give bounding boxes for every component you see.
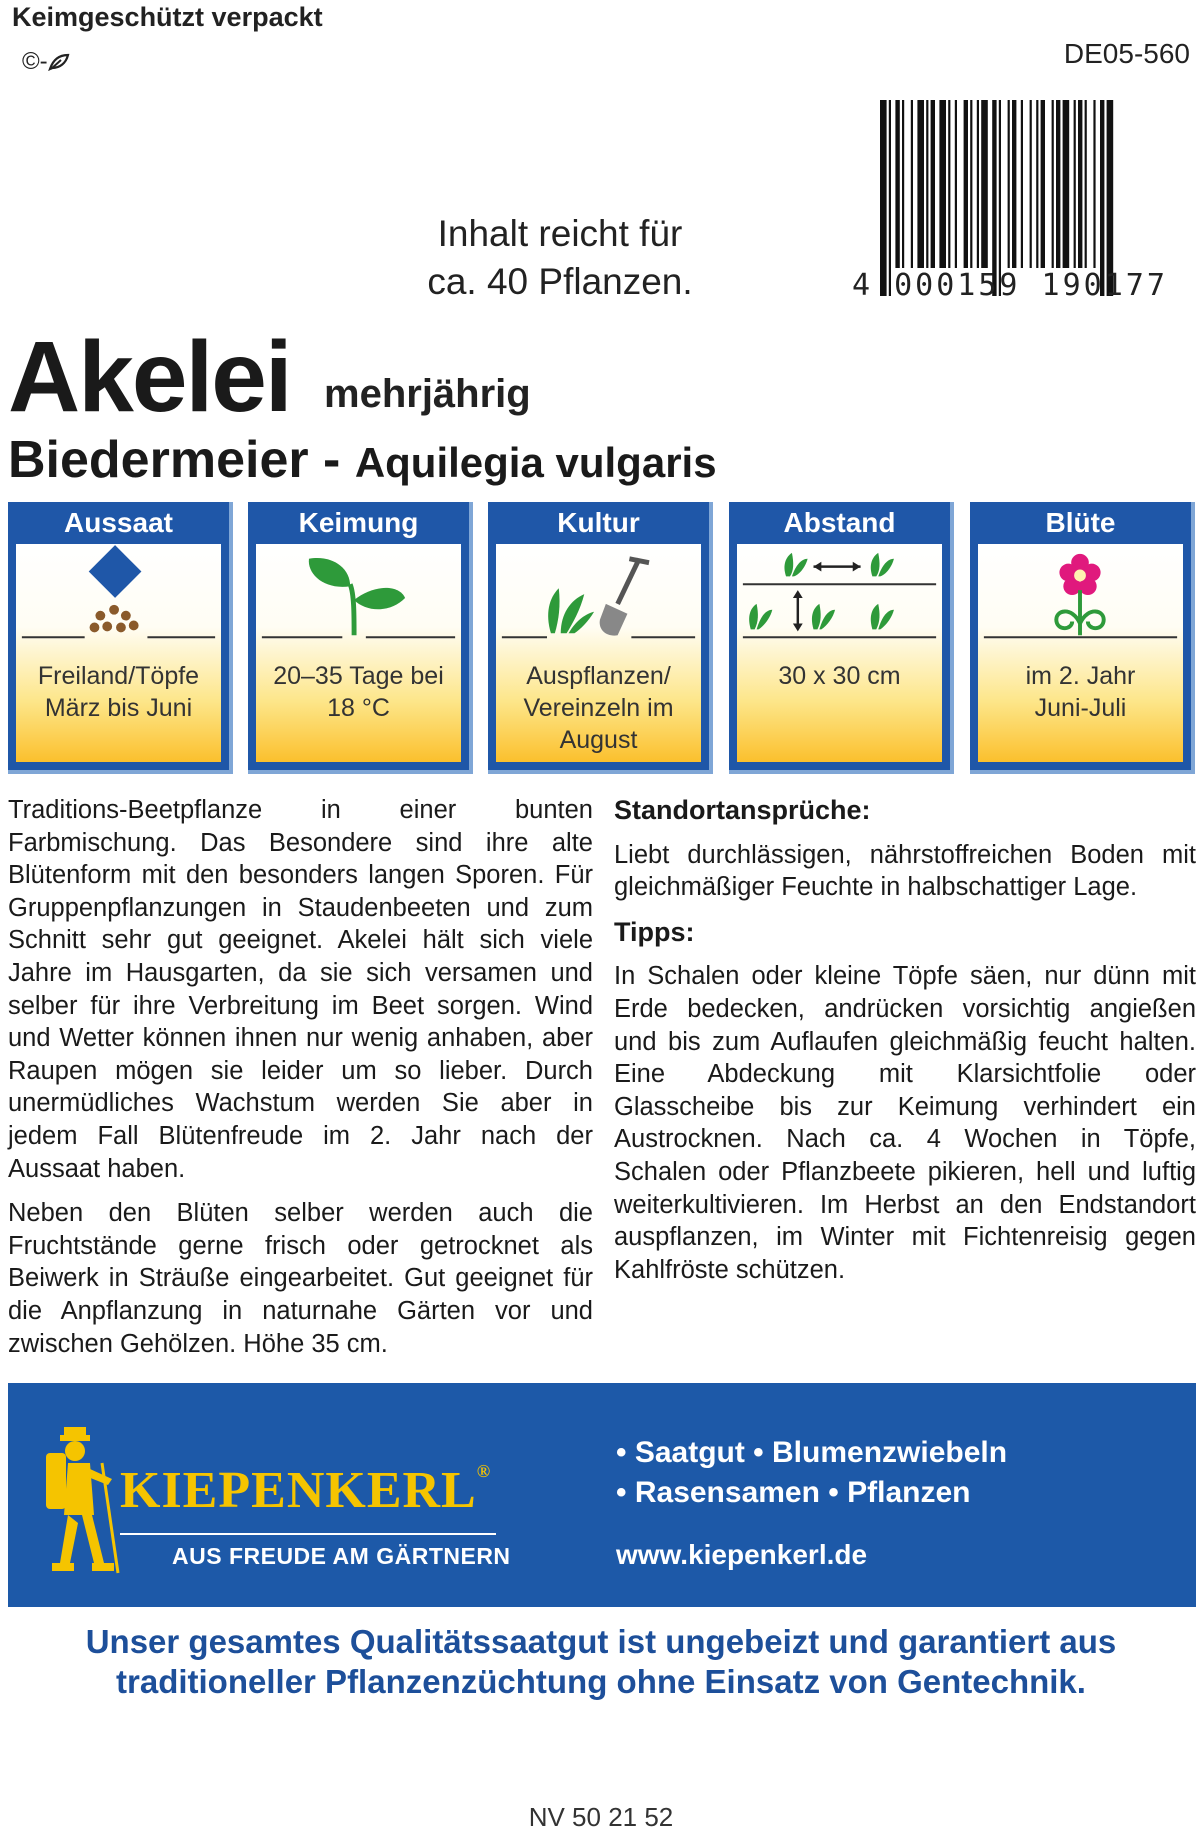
barcode-bar	[955, 100, 957, 268]
barcode-digits: 4 000159 190177	[852, 268, 1168, 303]
copyright-text: ©-	[22, 48, 48, 75]
barcode-bar	[970, 100, 972, 268]
seedling-icon	[256, 544, 461, 652]
barcode-bar	[1093, 100, 1095, 268]
article-number: DE05-560	[1063, 38, 1190, 69]
panel-text: Auspflanzen/ Vereinzeln im August	[523, 662, 674, 754]
barcode-bar	[1052, 100, 1054, 268]
panel-bluete	[970, 502, 1195, 774]
panel-title: Blüte	[1045, 507, 1116, 538]
barcode-bar	[917, 100, 924, 268]
panel-abstand	[729, 502, 954, 774]
product-name: Akelei	[8, 321, 291, 433]
location-text: Liebt durchlässigen, nährstoffreichen Boden mit gleichmäßiger Feuchte in halbschattiger Lage.	[614, 840, 1196, 902]
brand-name	[120, 1461, 491, 1520]
brand-tagline: AUS FREUDE AM GÄRTNERN	[172, 1543, 511, 1569]
brand-banner	[8, 1383, 1196, 1607]
website-link[interactable]: www.kiepenkerl.de	[616, 1539, 868, 1570]
barcode-bar	[992, 100, 996, 296]
copyright-mark	[22, 48, 70, 76]
tips-text: In Schalen oder kleine Töpfe säen, nur dünn mit Erde bedecken, andrücken vorsichtig angießen und bis zum Auflaufen gleichmäßig feucht halten. Eine Abdeckung mit Klarsichtfolie oder Glasscheibe bis zur Keimung verhindert ein Austrocknen. Nach ca. 4 Wochen in Töpfe, Schalen oder Pflanzbeete pikieren, hell und luftig weiterkultivieren. Im Herbst an den Endstandort auspflanzen, im Winter mit Fichtenreisig gegen Kahlfröste schützen.	[614, 962, 1196, 1284]
panel-aussaat	[8, 502, 233, 774]
tips-heading: Tipps:	[614, 916, 695, 947]
barcode-bar	[1021, 100, 1023, 268]
panel-text: Freiland/Töpfe März bis Juni	[37, 662, 200, 722]
flower-icon	[978, 544, 1183, 652]
description-column	[8, 794, 593, 1372]
barcode-bar	[964, 100, 968, 268]
protected-packaging-label: Keimgeschützt verpackt	[12, 2, 323, 32]
barcode-bar	[926, 100, 928, 268]
location-heading: Standortansprüche:	[614, 795, 871, 825]
barcode	[880, 100, 1192, 296]
barcode-bar	[1036, 100, 1038, 268]
barcode-bar	[889, 100, 891, 296]
barcode-bar	[948, 100, 950, 268]
product-range-line2: • Rasensamen • Pflanzen	[616, 1476, 971, 1509]
product-range	[616, 1433, 1007, 1513]
latin-name: Aquilegia vulgaris	[354, 439, 717, 486]
panel-text: 20–35 Tage bei 18 °C	[273, 662, 444, 722]
barcode-bar	[939, 100, 946, 268]
barcode-bar	[1056, 100, 1060, 268]
barcode-bar	[911, 100, 913, 268]
panel-title: Kultur	[557, 507, 640, 538]
panel-title: Abstand	[783, 507, 896, 538]
panel-title: Aussaat	[64, 507, 173, 538]
content-note	[400, 210, 720, 306]
shovel-icon	[496, 544, 701, 652]
leaf-logo-icon	[48, 53, 70, 71]
footer-code: NV 50 21 52	[528, 1802, 674, 1832]
barcode-bar	[1008, 100, 1010, 268]
panel-title: Keimung	[298, 507, 419, 538]
seed-packet-icon	[16, 544, 221, 652]
barcode-bar	[895, 100, 899, 268]
barcode-bar	[902, 100, 904, 268]
barcode-bar	[977, 100, 979, 268]
brand-text: KIEPENKERL	[120, 1462, 477, 1519]
brand-divider	[120, 1533, 496, 1535]
care-column	[614, 794, 1196, 1298]
description-paragraph-2: Neben den Blüten selber werden auch die Fruchtstände gerne frisch oder getrocknet als Beiwerk in Sträuße eingearbeitet. Gut geeignet für die Anpflanzung in naturnahe Gärten vor und zwischen Gehölzen. Höhe 35 cm.	[8, 1199, 593, 1358]
panel-text: 30 x 30 cm	[778, 662, 901, 690]
panel-kultur	[488, 502, 713, 774]
variety-name: Biedermeier -	[8, 431, 355, 489]
barcode-bar	[1100, 100, 1104, 296]
barcode-bar	[1041, 100, 1045, 268]
content-note-line2: ca. 40 Pflanzen.	[427, 261, 693, 302]
description-paragraph-1: Traditions-Beetpflanze in einer bunten Farbmischung. Das Besondere sind ihre alte Blütenform mit den besonders langen Sporen. Für Gruppenpflanzungen in Staudenbeeten und zum Schnitt sehr gut geeignet. Akelei hält sich viele Jahre im Hausgarten, da sie sich versamen und selber für ihre Verbreitung im Beet sorgen. Wind und Wetter können ihnen nur wenig anhaben, aber Raupen mögen sie leider um so lieber. Durch unermüdliches Wachstum werden Sie aber in jedem Fall Blütenfreude im 2. Jahr nach der Aussaat haben.	[8, 796, 593, 1183]
barcode-bar	[931, 100, 935, 268]
barcode-bar	[1012, 100, 1016, 268]
panel-text: im 2. Jahr Juni-Juli	[1025, 662, 1136, 722]
barcode-bar	[880, 100, 887, 296]
registered-mark: ®	[476, 1461, 492, 1481]
content-note-line1: Inhalt reicht für	[437, 213, 683, 254]
quality-note: Unser gesamtes Qualitätssaatgut ist ungebeizt und garantiert aus traditioneller Pflanzenzüchtung ohne Einsatz von Gentechnik.	[85, 1623, 1117, 1700]
barcode-bar	[1063, 100, 1070, 268]
barcode-bar	[1085, 100, 1087, 268]
product-range-line1: • Saatgut • Blumenzwiebeln	[616, 1436, 1008, 1469]
barcode-bar	[1074, 100, 1076, 268]
panel-keimung	[248, 502, 473, 774]
barcode-bar	[981, 100, 988, 268]
product-variety	[8, 430, 717, 490]
product-lifecycle: mehrjährig	[324, 372, 531, 416]
spacing-icon	[737, 544, 942, 652]
barcode-bar	[999, 100, 1001, 296]
barcode-bar	[1107, 100, 1114, 296]
barcode-bar	[1078, 100, 1082, 268]
kiepenkerl-mascot-icon	[42, 1423, 122, 1583]
barcode-bar	[1030, 100, 1032, 268]
